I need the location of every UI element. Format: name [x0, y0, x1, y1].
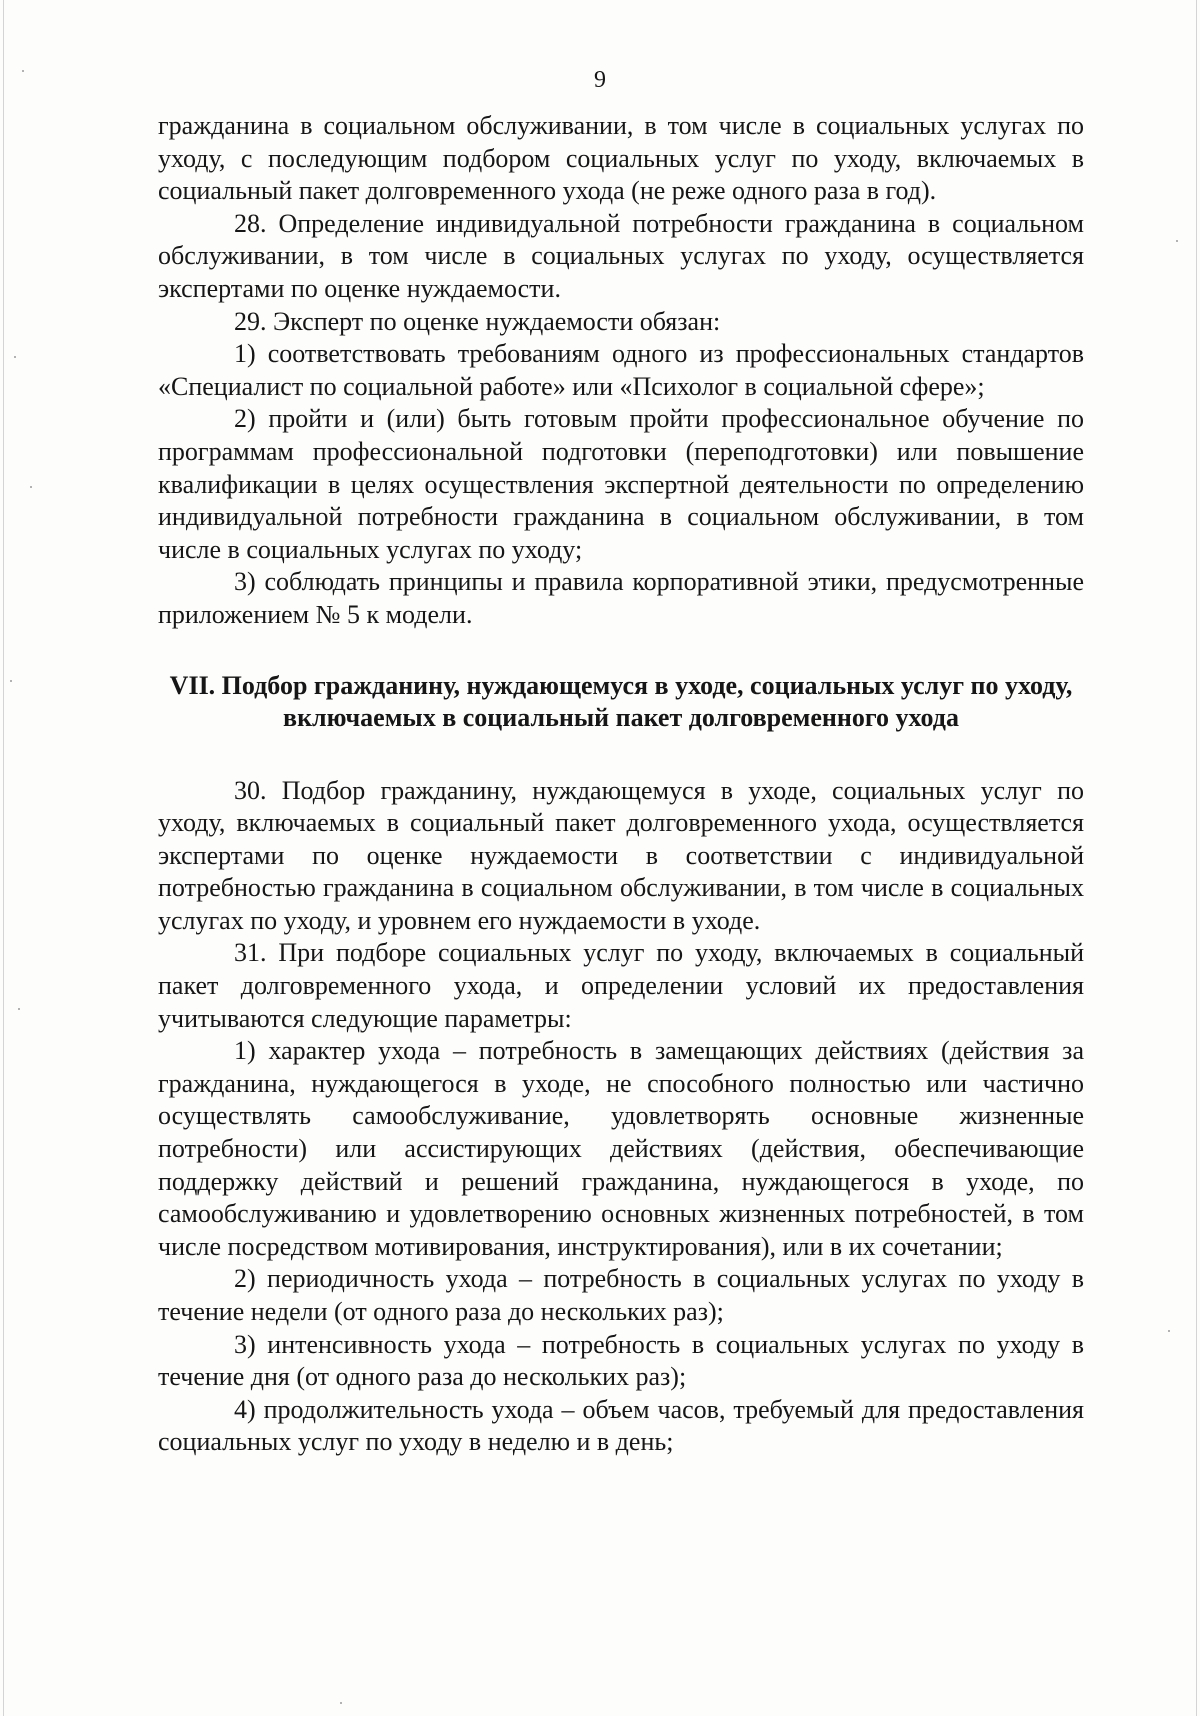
paragraph-30: 30. Подбор гражданину, нуждающемуся в уходе, социальных услуг по уходу, включаемых в социальный пакет долговременного ухода, осуществляется экспертами по оценке нуждаемости в соответствии с индивидуальной потребностью гражданина в социальном обслуживании, в том числе в социальных услугах по уходу, и уровнем его нуждаемости в уходе.: [158, 775, 1084, 935]
paragraph-31: 31. При подборе социальных услуг по уходу, включаемых в социальный пакет долговременного ухода, и определении условий их предоставления учитываются следующие параметры:: [158, 938, 1084, 1033]
scan-speck: [18, 1008, 20, 1010]
list-item-31-2: 2) периодичность ухода – потребность в социальных услугах по уходу в течение недели (от одного раза до нескольких раз);: [158, 1264, 1084, 1326]
section-heading: VII. Подбор гражданину, нуждающемуся в уходе, социальных услуг по уходу, включаемых в социальный пакет долговременного ухода: [169, 670, 1073, 732]
paragraph-continuation: гражданина в социальном обслуживании, в том числе в социальных услугах по уходу, с последующим подбором социальных услуг по уходу, включаемых в социальный пакет долговременного ухода (не реже одного раза в год).: [158, 111, 1084, 206]
paragraph-29: 29. Эксперт по оценке нуждаемости обязан:: [234, 306, 721, 336]
scan-speck: [14, 356, 16, 358]
document-body: [158, 110, 1084, 1459]
list-item-29-3: 3) соблюдать принципы и правила корпоративной этики, предусмотренные приложением № 5 к модели.: [158, 567, 1084, 629]
scan-speck: [1168, 1330, 1170, 1332]
list-item-31-4: 4) продолжительность ухода – объем часов, требуемый для предоставления социальных услуг по уходу в неделю и в день;: [158, 1394, 1084, 1457]
list-item-29-2: 2) пройти и (или) быть готовым пройти профессиональное обучение по программам профессиональной подготовки (переподготовки) или повышение квалификации в целях осуществления экспертной деятельности по определению индивидуальной потребности гражданина в социальном обслуживании, в том числе в социальных услугах по уходу;: [158, 404, 1084, 564]
scan-speck: [30, 486, 32, 488]
scan-edge-line: [3, 0, 4, 1716]
scan-edge-line: [1196, 0, 1197, 1716]
scan-speck: [1176, 240, 1178, 242]
scan-speck: [340, 1702, 342, 1704]
page-number: 9: [594, 67, 606, 93]
list-item-29-1: 1) соответствовать требованиям одного из профессиональных стандартов «Специалист по социальной работе» или «Психолог в социальной сфере»;: [158, 339, 1084, 401]
list-item-31-3: 3) интенсивность ухода – потребность в социальных услугах по уходу в течение дня (от одного раза до нескольких раз);: [158, 1329, 1084, 1392]
list-item-31-1: 1) характер ухода – потребность в замещающих действиях (действия за гражданина, нуждающегося в уходе, не способного полностью или частично осуществлять самообслуживание, удовлетворять основные жизненные потребности) или ассистирующих действиях (действия, обеспечивающие поддержку действий и решений гражданина, нуждающегося в уходе, по самообслуживанию и удовлетворению основных жизненных потребностей, в том числе посредством мотивирования, инструктирования), или в их сочетании;: [158, 1036, 1084, 1261]
scan-speck: [10, 680, 12, 682]
paragraph-28: 28. Определение индивидуальной потребности гражданина в социальном обслуживании, в том числе в социальных услугах по уходу, осуществляется экспертами по оценке нуждаемости.: [158, 208, 1084, 303]
